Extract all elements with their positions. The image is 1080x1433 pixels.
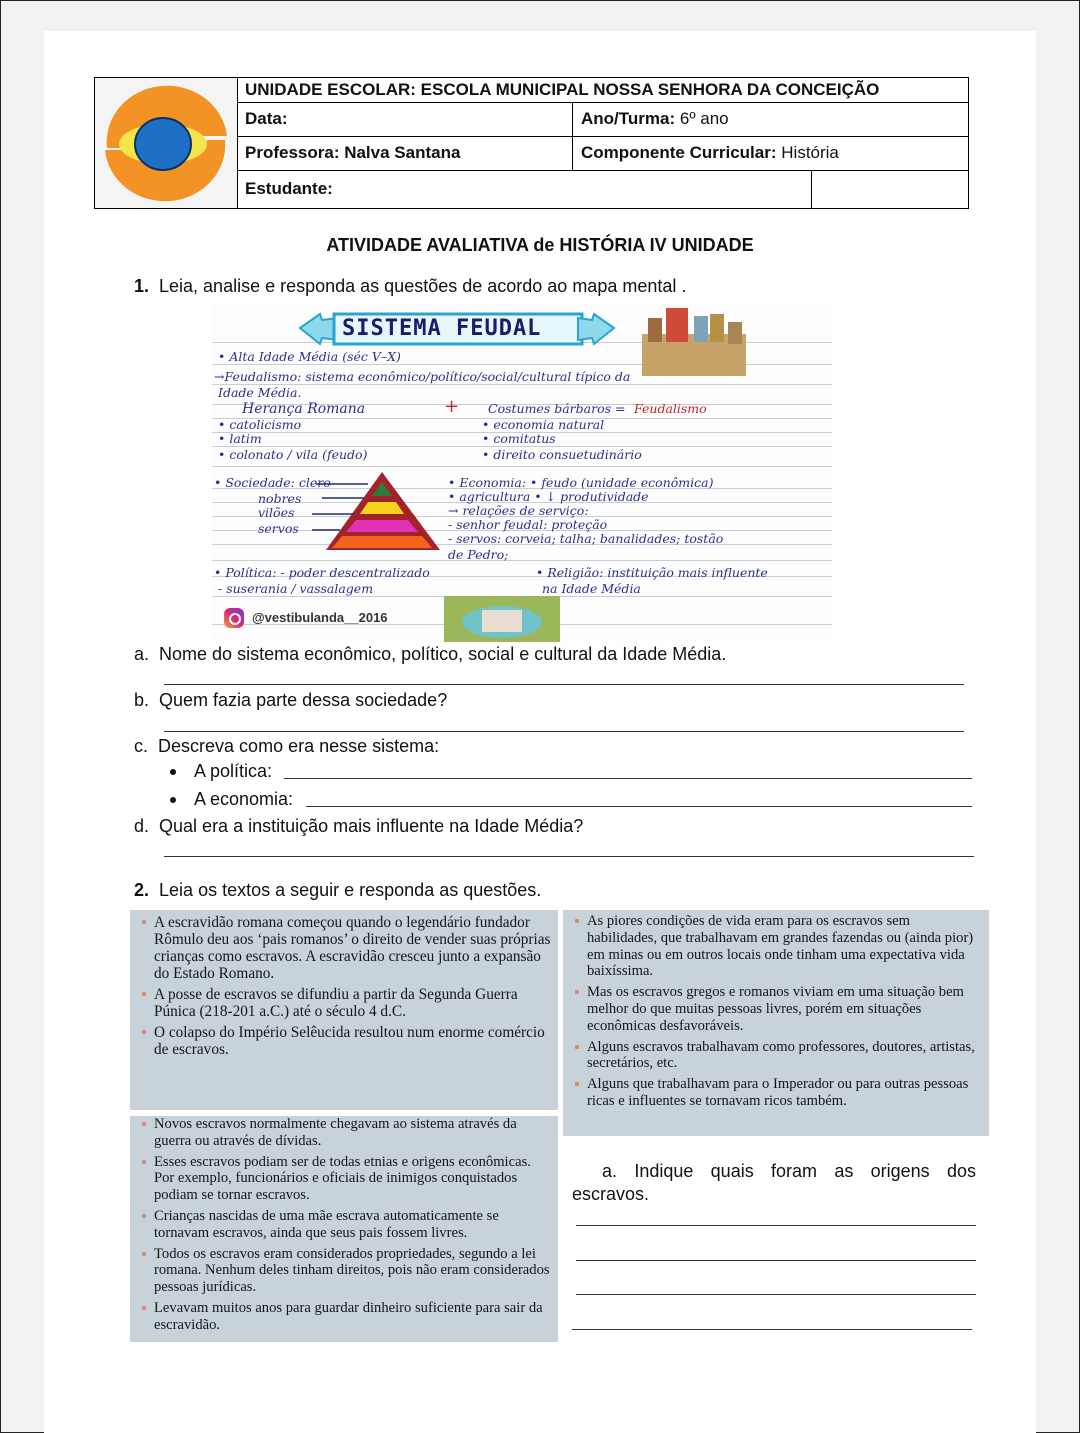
question-text: Leia, analise e responda as questões de acordo ao mapa mental . (159, 276, 687, 296)
header-row-student (237, 170, 968, 208)
mm-line: - senhor feudal: proteção (448, 517, 608, 532)
mm-line: • economia natural (482, 417, 605, 432)
mm-line: • Religião: instituição mais influente (536, 565, 768, 580)
question-1d (134, 816, 583, 837)
castle-illustration (444, 596, 560, 642)
mm-line: Idade Média. (218, 385, 302, 400)
mind-map-image (212, 304, 832, 642)
text-paragraph: Levavam muitos anos para guardar dinheiro suficiente para sair da escravidão. (136, 1300, 552, 1334)
mm-line: • Economia: • feudo (unidade econômica) (448, 475, 714, 490)
grade-value: 6º ano (679, 109, 729, 128)
question-1a (134, 644, 726, 665)
instagram-handle: @vestibulanda__2016 (252, 610, 388, 625)
mm-line: Costumes bárbaros = (488, 401, 626, 416)
question-number: 2. (134, 880, 150, 900)
school-logo (95, 78, 238, 208)
answer-line-2a-2[interactable] (576, 1260, 976, 1261)
page-title: ATIVIDADE AVALIATIVA de HISTÓRIA IV UNIDADE (326, 235, 754, 255)
question-2a (572, 1160, 976, 1206)
mm-line: • latim (218, 431, 262, 446)
mm-line: • Alta Idade Média (séc V–X) (218, 349, 401, 364)
bullet-icon (170, 769, 176, 775)
text-paragraph: A posse de escravos se difundiu a partir da Segunda Guerra Púnica (218-201 a.C.) até o século 4 d.C. (136, 986, 552, 1020)
text-paragraph: Novos escravos normalmente chegavam ao sistema através da guerra ou através de dívidas. (136, 1116, 552, 1150)
mm-line: →Feudalismo: sistema econômico/político/social/cultural típico da (214, 369, 631, 384)
text-box-new-slaves (130, 1116, 558, 1342)
text-paragraph: As piores condições de vida eram para os escravos sem habilidades, que trabalhavam em grandes fazendas ou (ainda pior) em minas ou em outros locais onde tinham uma expectativa vida baixíssima. (569, 913, 983, 980)
answer-line-economy[interactable] (306, 806, 972, 807)
instagram-icon (224, 608, 244, 628)
mm-line: na Idade Média (542, 581, 641, 596)
item-text: Nome do sistema econômico, político, social e cultural da Idade Média. (159, 644, 727, 664)
subject-field (573, 136, 968, 170)
medieval-crowd-illustration (636, 304, 752, 378)
mm-line: de Pedro; (448, 547, 509, 562)
mm-line: → relações de serviço: (448, 503, 589, 518)
mm-plus: + (444, 396, 460, 417)
teacher-field: Professora: Nalva Santana (237, 136, 573, 170)
text-paragraph: A escravidão romana começou quando o legendário fundador Rômulo deu aos ‘pais romanos’ o direito de vender suas próprias crianças como escravos. A escravidão cresceu junto a expansão do Estado Romano. (136, 914, 552, 982)
mm-line: nobres (258, 491, 302, 506)
bullet-text: A política: (194, 761, 273, 781)
header-row-teacher (237, 136, 968, 171)
text-paragraph: Mas os escravos gregos e romanos viviam em uma situação bem melhor do que muitas pessoas livres, porém em situações econômicas desfavoráveis. (569, 984, 983, 1034)
mm-line: • catolicismo (218, 417, 302, 432)
question-text: Leia os textos a seguir e responda as questões. (159, 880, 542, 900)
mm-line: • agricultura • ↓ produtividade (448, 489, 649, 504)
answer-line-1d[interactable] (164, 856, 974, 857)
mm-line: servos (258, 521, 299, 536)
text-paragraph: Esses escravos podiam ser de todas etnias e origens econômicas. Por exemplo, funcionários e oficiais de inimigos conquistados podiam se tornar escravos. (136, 1154, 552, 1204)
question-text: a. Indique quais foram as origens dos escravos. (572, 1161, 976, 1204)
mm-line: • direito consuetudinário (482, 447, 642, 462)
mm-line: vilões (258, 505, 295, 520)
text-paragraph: Crianças nascidas de uma mãe escrava automaticamente se tornavam escravos, ainda que seus pais fossem livres. (136, 1208, 552, 1242)
answer-line-2a-1[interactable] (576, 1225, 976, 1226)
grade-label: Ano/Turma: (581, 109, 676, 128)
question-1c-politics (170, 761, 272, 782)
item-letter: b. (134, 690, 150, 710)
mind-map-title: SISTEMA FEUDAL (342, 316, 542, 341)
mm-line: • Política: - poder descentralizado (214, 565, 430, 580)
text-paragraph: Alguns escravos trabalhavam como professores, doutores, artistas, secretários, etc. (569, 1039, 983, 1073)
question-1-prompt (134, 276, 686, 297)
student-field[interactable]: Estudante: (237, 170, 812, 208)
subject-value: História (781, 143, 839, 162)
question-1c-economy (170, 789, 293, 810)
pyramid-villeins (346, 520, 418, 532)
question-2-prompt (134, 880, 541, 901)
item-letter: c. (134, 736, 149, 756)
mm-line: Feudalismo (634, 401, 707, 416)
blank-cell (812, 170, 968, 208)
answer-line-1a[interactable] (164, 684, 964, 685)
header-row-date (237, 102, 968, 137)
answer-line-politics[interactable] (284, 778, 972, 779)
mm-line: - suserania / vassalagem (218, 581, 374, 596)
mm-line: • comitatus (482, 431, 556, 446)
text-paragraph: O colapso do Império Selêucida resultou num enorme comércio de escravos. (136, 1024, 552, 1058)
answer-line-1b[interactable] (164, 731, 964, 732)
mm-line: • colonato / vila (feudo) (218, 447, 368, 462)
text-paragraph: Todos os escravos eram considerados propriedades, segundo a lei romana. Nenhum deles tinham direitos, pois não eram considerados pessoas jurídicas. (136, 1246, 552, 1296)
header-row-school (237, 78, 968, 103)
mm-line: - servos: corveia; talha; banalidades; tostão (448, 531, 724, 546)
item-letter: d. (134, 816, 150, 836)
item-text: Qual era a instituição mais influente na Idade Média? (159, 816, 584, 836)
question-1c (134, 736, 439, 757)
date-field[interactable]: Data: (237, 102, 573, 136)
item-letter: a. (134, 644, 150, 664)
text-box-conditions (563, 910, 989, 1136)
grade-field (573, 102, 968, 136)
item-text: Descreva como era nesse sistema: (158, 736, 440, 756)
text-box-origins (130, 910, 558, 1110)
subject-label: Componente Curricular: (581, 143, 777, 162)
social-pyramid (312, 470, 442, 554)
mm-line: Herança Romana (242, 401, 366, 417)
answer-line-2a-4[interactable] (572, 1329, 972, 1330)
school-name: UNIDADE ESCOLAR: ESCOLA MUNICIPAL NOSSA SENHORA DA CONCEIÇÃO (245, 80, 880, 99)
question-number: 1. (134, 276, 150, 296)
bullet-icon (170, 797, 176, 803)
header-table (94, 77, 969, 209)
answer-line-2a-3[interactable] (576, 1294, 976, 1295)
mm-line: • Sociedade: clero (214, 475, 331, 490)
question-1b (134, 690, 447, 711)
item-text: Quem fazia parte dessa sociedade? (159, 690, 448, 710)
bullet-text: A economia: (194, 789, 294, 809)
text-paragraph: Alguns que trabalhavam para o Imperador ou para outras pessoas ricas e influentes se tornavam ricos também. (569, 1076, 983, 1110)
pyramid-serfs (332, 536, 432, 548)
